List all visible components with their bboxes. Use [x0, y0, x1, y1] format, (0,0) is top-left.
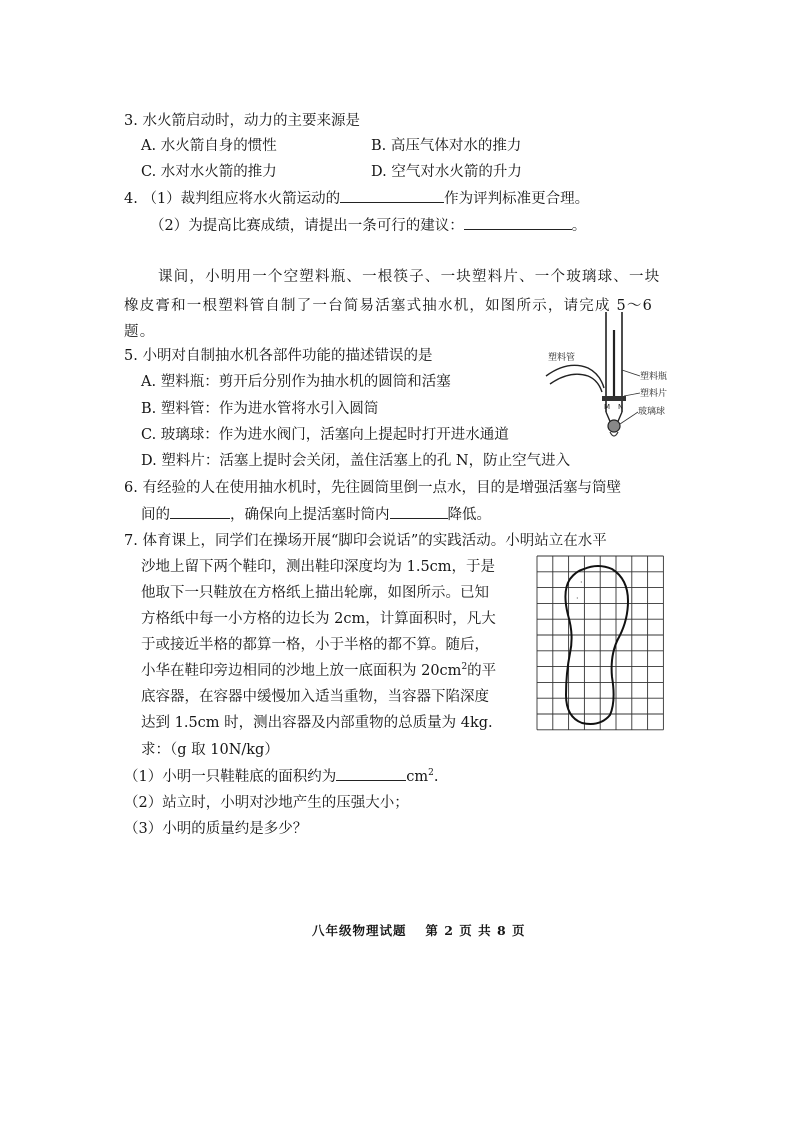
- q6-line2-a: 间的: [141, 507, 170, 523]
- q7-line-4: 方格纸中每一小方格的边长为 2cm，计算面积时，凡大: [141, 611, 496, 627]
- plastic-tube-shape-inner: [550, 374, 602, 392]
- q4-blank-1[interactable]: [340, 188, 444, 203]
- shoe-mark-1: ·: [580, 578, 583, 587]
- intro-line-3: 题。: [124, 324, 156, 340]
- q7-line-7: 底容器，在容器中缓慢加入适当重物，当容器下陷深度: [141, 689, 489, 705]
- shoe-mark-2: ·: [576, 594, 579, 603]
- label-m: M: [604, 403, 611, 411]
- q7-line-1: 7. 体育课上，同学们在操场开展“脚印会说话”的实践活动。小明站立在水平: [124, 533, 607, 549]
- q7-sub-1: [124, 766, 438, 787]
- q7-line6-sup: 2: [461, 662, 468, 673]
- q4-part1: [124, 188, 589, 209]
- label-tube: 塑料管: [548, 353, 576, 363]
- intro-line-1: 课间，小明用一个空塑料瓶、一根筷子、一块塑料片、一个玻璃球、一块: [158, 269, 661, 285]
- q7-sub1-unit: cm: [406, 769, 429, 785]
- q7-sub1-end: .: [433, 769, 439, 785]
- q5-option-a: A. 塑料瓶：剪开后分别作为抽水机的圆筒和活塞: [141, 374, 451, 390]
- plastic-tube-shape: [546, 365, 604, 388]
- q7-blank-area[interactable]: [336, 766, 406, 781]
- q7-line-2: 沙地上留下两个鞋印，测出鞋印深度均为 1.5cm，于是: [141, 559, 496, 575]
- q7-sub1-sup: 2: [428, 768, 434, 779]
- q4-part2-before: （2）为提高比赛成绩，请提出一条可行的建议：: [150, 218, 464, 234]
- q4-part1-before: 4. （1）裁判组应将水火箭运动的: [124, 191, 341, 207]
- label-ball: 玻璃球: [638, 407, 666, 417]
- q7-line-5: 于或接近半格的都算一格，小于半格的都不算。随后，: [141, 637, 489, 653]
- q4-part1-after: 作为评判标准更合理。: [444, 191, 590, 207]
- q7-line6-a: 小华在鞋印旁边相同的沙地上放一底面积为 20cm: [141, 663, 462, 679]
- piston: [602, 396, 626, 401]
- q7-line-6: [141, 661, 496, 681]
- q3-stem: 3. 水火箭启动时，动力的主要来源是: [124, 113, 360, 129]
- grid-lines: [537, 556, 663, 730]
- leader-ball: [620, 412, 638, 424]
- q7-line-8: 达到 1.5cm 时，测出容器及内部重物的总质量为 4kg.: [141, 715, 493, 731]
- intro-line-2: 橡皮膏和一根塑料管自制了一台简易活塞式抽水机，如图所示，请完成 5～6: [124, 298, 654, 314]
- q7-line6-b: 的平: [467, 663, 497, 679]
- q6-blank-2[interactable]: [390, 504, 448, 519]
- q5-option-d: D. 塑料片：活塞上提时会关闭，盖住活塞上的孔 N，防止空气进入: [141, 453, 571, 469]
- q3-option-b: B. 高压气体对水的推力: [371, 138, 522, 154]
- label-bottle: 塑料瓶: [640, 372, 668, 382]
- q6-line-1: 6. 有经验的人在使用抽水机时，先往圆筒里倒一点水，目的是增强活塞与筒壁: [124, 480, 621, 496]
- glass-ball-shape: [608, 420, 620, 432]
- q7-line-3: 他取下一只鞋放在方格纸上描出轮廓，如图所示。已知: [141, 585, 489, 601]
- q6-line-2: [141, 504, 491, 525]
- q4-part2-after: 。: [571, 218, 587, 234]
- q7-sub-2: （2）站立时，小明对沙地产生的压强大小；: [124, 795, 409, 811]
- q5-option-b: B. 塑料管：作为进水管将水引入圆筒: [141, 401, 379, 417]
- q4-blank-2[interactable]: [464, 215, 572, 230]
- q4-part2: [150, 215, 586, 236]
- q6-line2-c: 降低。: [447, 507, 491, 523]
- q7-sub1-a: （1）小明一只鞋鞋底的面积约为: [124, 769, 337, 785]
- q7-line-9: 求：（g 取 10N/kg）: [141, 742, 279, 758]
- q5-option-c: C. 玻璃球：作为进水阀门，活塞向上提起时打开进水通道: [141, 427, 509, 443]
- q6-line2-b: ，确保向上提活塞时筒内: [230, 507, 390, 523]
- shoe-outline: [565, 566, 628, 724]
- q5-stem: 5. 小明对自制抽水机各部件功能的描述错误的是: [124, 348, 433, 364]
- q3-option-c: C. 水对水火箭的推力: [141, 164, 277, 180]
- pump-figure: [540, 308, 690, 448]
- q3-option-d: D. 空气对水火箭的升力: [371, 164, 522, 180]
- leader-bottle: [622, 370, 640, 376]
- q6-blank-1[interactable]: [170, 504, 230, 519]
- shoe-grid-figure: [536, 555, 664, 737]
- label-sheet: 塑料片: [640, 389, 668, 399]
- leader-sheet: [624, 393, 640, 396]
- q7-sub-3: （3）小明的质量约是多少？: [124, 821, 308, 837]
- ball-holder: [610, 432, 618, 436]
- q3-option-a: A. 水火箭自身的惯性: [141, 138, 277, 154]
- label-n: N: [618, 403, 624, 411]
- page-footer: 八年级物理试题 第 2 页 共 8 页: [312, 923, 526, 938]
